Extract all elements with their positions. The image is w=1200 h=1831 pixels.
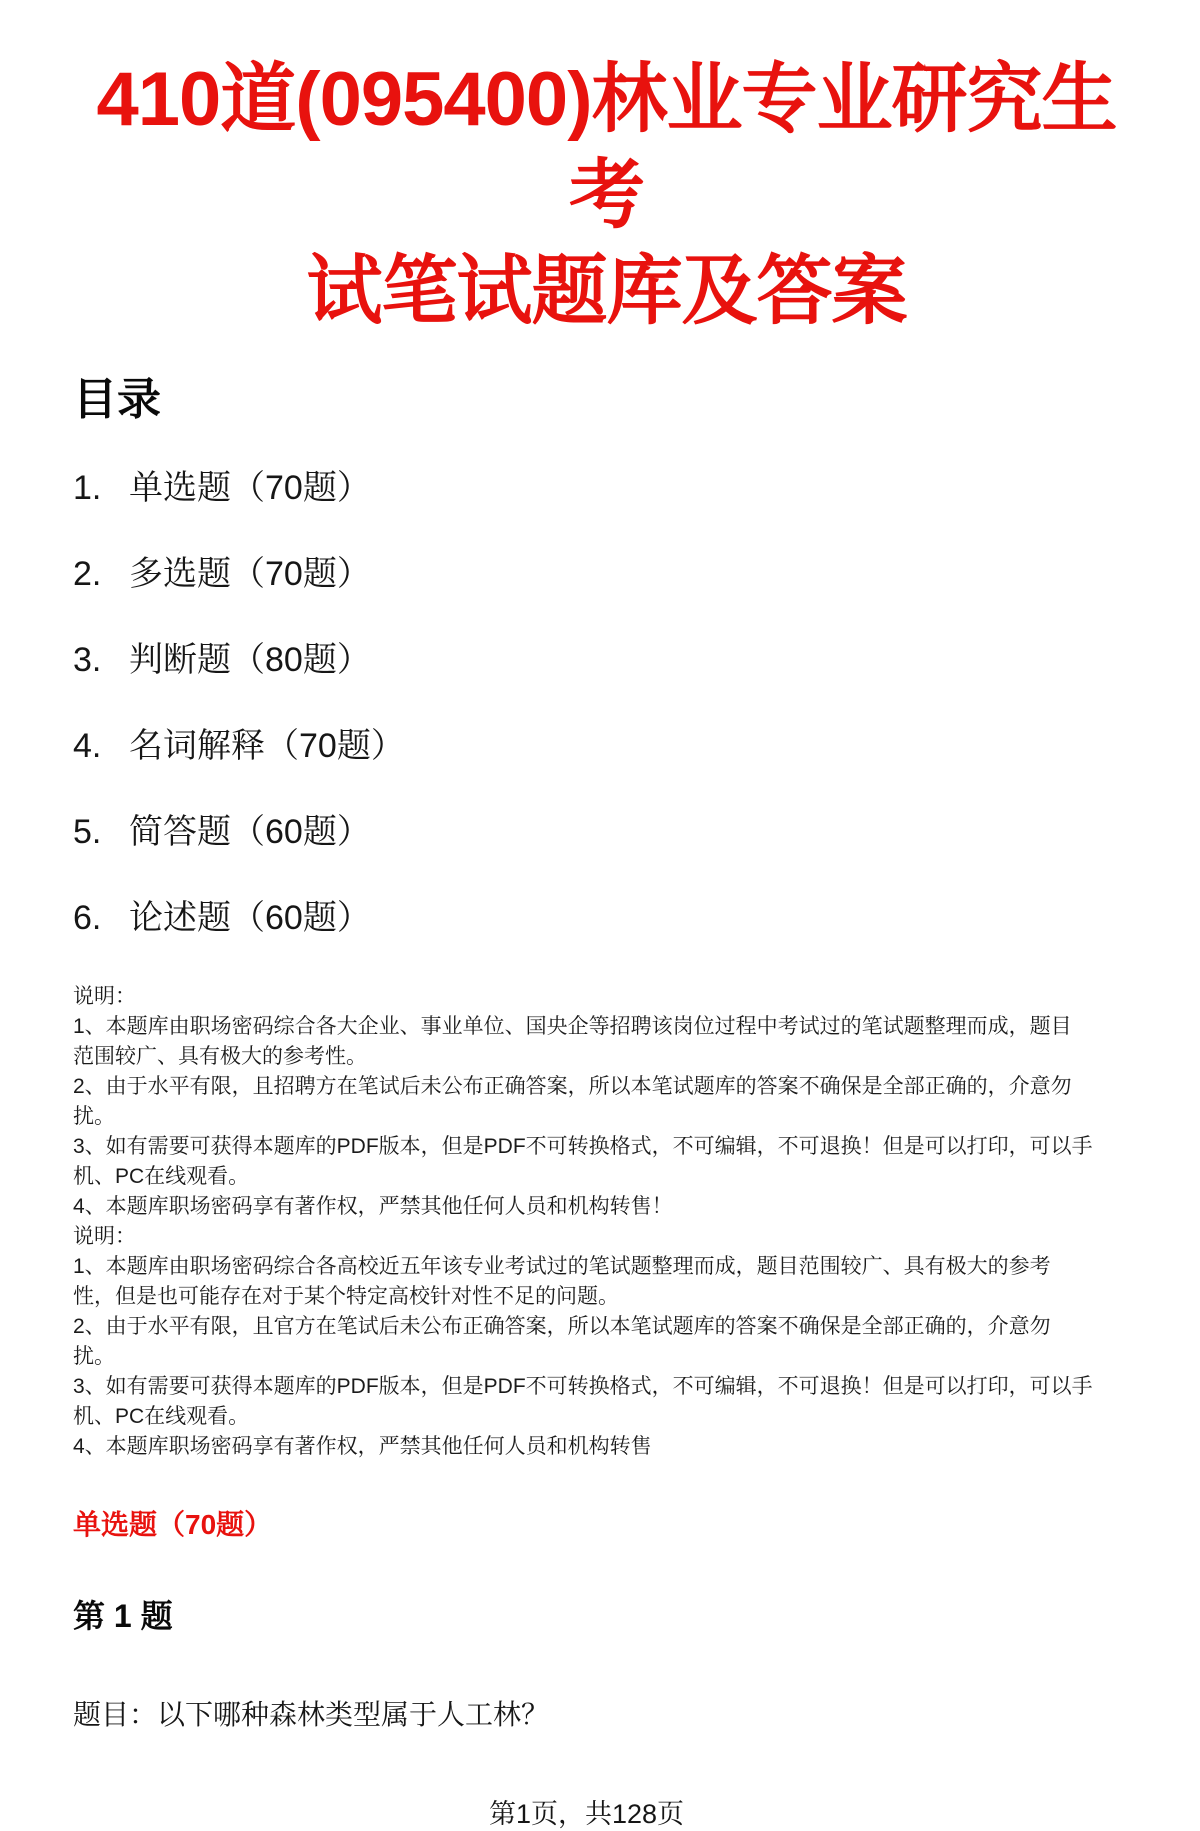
- notes-line: 1、本题库由职场密码综合各大企业、事业单位、国央企等招聘该岗位过程中考试过的笔试题整理而成，题目: [73, 1015, 1072, 1038]
- document-title-line-1: 410道(095400)林业专业研究生考: [96, 57, 1117, 238]
- notes-line: 3、如有需要可获得本题库的PDF版本，但是PDF不可转换格式，不可编辑，不可退换！但是可以打印，可以手: [73, 1135, 1093, 1158]
- toc-item-1: [73, 466, 1140, 510]
- notes-line: 4、本题库职场密码享有著作权，严禁其他任何人员和机构转售: [73, 1435, 652, 1458]
- toc-item-number: 5.: [73, 813, 102, 851]
- section-heading-single-choice: 单选题（70题）: [73, 1509, 273, 1540]
- toc-item-2: [73, 552, 1140, 596]
- notes-line: 范围较广、具有极大的参考性。: [73, 1045, 367, 1068]
- notes-line: 性，但是也可能存在对于某个特定高校针对性不足的问题。: [73, 1285, 619, 1308]
- toc-item-number: 6.: [73, 899, 102, 937]
- toc-item-6: [73, 896, 1140, 940]
- toc-item-5: [73, 810, 1140, 854]
- toc-item-label: 判断题（80题）: [129, 641, 371, 679]
- document-title: [73, 52, 1140, 340]
- toc-item-number: 4.: [73, 727, 102, 765]
- toc-item-label: 名词解释（70题）: [129, 727, 405, 765]
- notes-line: 扰。: [73, 1105, 115, 1128]
- toc-item-4: [73, 724, 1140, 768]
- notes-line: 3、如有需要可获得本题库的PDF版本，但是PDF不可转换格式，不可编辑，不可退换！但是可以打印，可以手: [73, 1375, 1093, 1398]
- toc-item-number: 2.: [73, 555, 102, 593]
- document-title-line-2: 试笔试题库及答案: [306, 249, 907, 334]
- toc-list: [73, 466, 1140, 940]
- toc-heading: 目录: [73, 375, 161, 424]
- notes-line: 说明：: [73, 985, 136, 1008]
- notes-line: 1、本题库由职场密码综合各高校近五年该专业考试过的笔试题整理而成，题目范围较广、具有极大的参考: [73, 1255, 1051, 1278]
- toc-item-label: 多选题（70题）: [129, 555, 371, 593]
- page-number-indicator: 第1页，共128页: [488, 1799, 685, 1829]
- notes-line: 4、本题库职场密码享有著作权，严禁其他任何人员和机构转售！: [73, 1195, 673, 1218]
- toc-item-label: 简答题（60题）: [129, 813, 371, 851]
- notes-block: [73, 982, 1140, 1462]
- toc-item-3: [73, 638, 1140, 682]
- notes-line: 机、PC在线观看。: [73, 1165, 250, 1188]
- toc-item-label: 论述题（60题）: [129, 899, 371, 937]
- notes-line: 2、由于水平有限，且官方在笔试后未公布正确答案，所以本笔试题库的答案不确保是全部正确的，介意勿: [73, 1315, 1051, 1338]
- question-1-body: 题目：以下哪种森林类型属于人工林？: [73, 1699, 550, 1730]
- notes-line: 扰。: [73, 1345, 115, 1368]
- notes-line: 机、PC在线观看。: [73, 1405, 250, 1428]
- notes-line: 说明：: [73, 1225, 136, 1248]
- toc-item-number: 3.: [73, 641, 102, 679]
- toc-item-number: 1.: [73, 469, 102, 507]
- question-1-heading: 第 1 题: [73, 1598, 173, 1634]
- toc-item-label: 单选题（70题）: [129, 469, 371, 507]
- notes-line: 2、由于水平有限，且招聘方在笔试后未公布正确答案，所以本笔试题库的答案不确保是全部正确的，介意勿: [73, 1075, 1072, 1098]
- document-page: [0, 52, 1200, 1829]
